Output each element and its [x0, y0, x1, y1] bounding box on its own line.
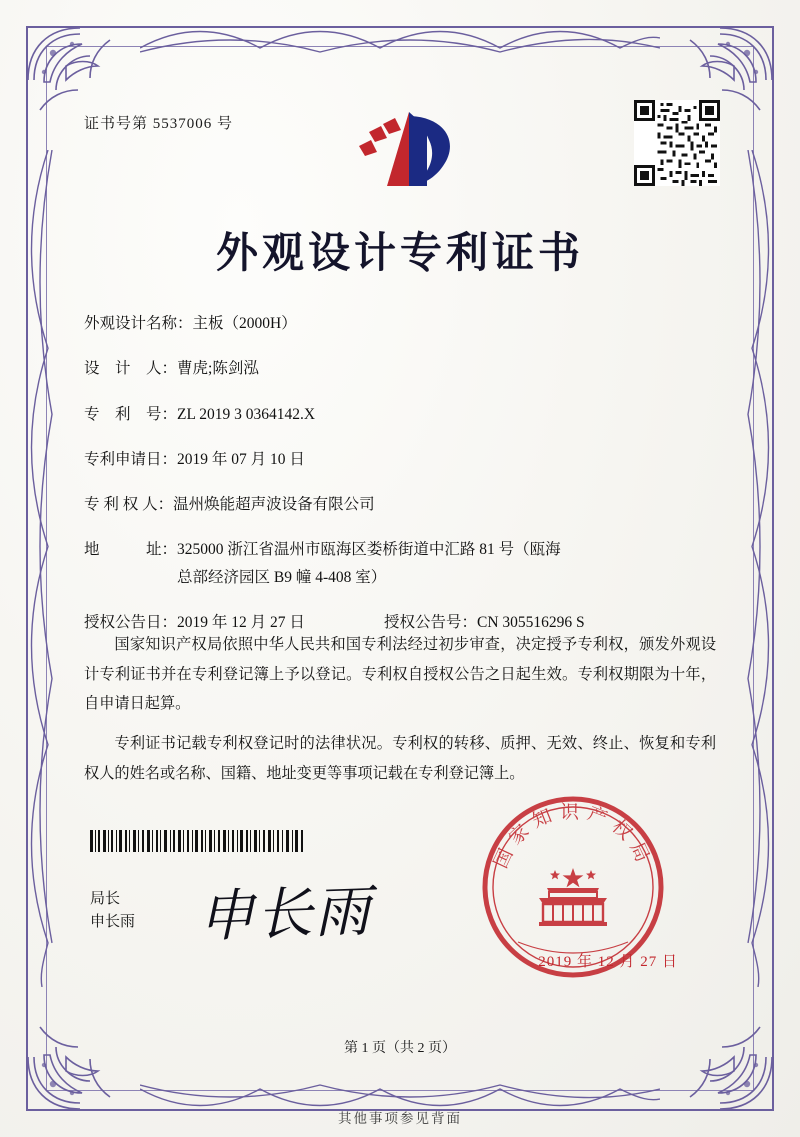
- fields-block: [84, 312, 716, 656]
- handwritten-signature: 申长雨: [197, 878, 374, 951]
- field-patentee: [84, 493, 716, 516]
- field-application-date: [84, 448, 716, 471]
- qr-code-icon: [634, 100, 720, 186]
- field-label: 授权公告日：: [84, 613, 178, 631]
- certificate-number: 证书号第 5537006 号: [84, 116, 234, 132]
- page-number: 第 1 页（共 2 页）: [344, 1041, 456, 1056]
- field-address: [84, 538, 716, 589]
- signatory-block: [90, 888, 135, 935]
- field-designer: [84, 357, 716, 380]
- barcode: [90, 830, 305, 852]
- field-label: 设 计 人：: [84, 360, 178, 378]
- field-label: 专利申请日：: [84, 450, 178, 468]
- field-value: 主板（2000H）: [192, 315, 297, 332]
- field-label: 专 利 权 人：: [84, 496, 174, 513]
- field-value: ZL 2019 3 0364142.X: [177, 405, 316, 423]
- field-label: 专 利 号：: [84, 405, 178, 423]
- field-patent-number: [84, 403, 716, 426]
- seal-date: 2019 年 12 月 27 日: [538, 954, 678, 970]
- field-value: 温州焕能超声波设备有限公司: [173, 496, 375, 513]
- svg-text:国家知识产权局: 国家知识产权局: [489, 801, 657, 872]
- field-value: CN 305516296 S: [477, 613, 585, 631]
- field-value: 2019 年 07 月 10 日: [177, 450, 305, 468]
- field-value: 曹虎;陈剑泓: [177, 360, 259, 378]
- field-label: 外观设计名称：: [84, 315, 193, 332]
- field-value: [177, 538, 716, 589]
- footer-note: 其他事项参见背面: [338, 1111, 462, 1126]
- cnipa-logo-icon: [325, 100, 475, 200]
- legal-text: [84, 630, 716, 798]
- field-design-name: [84, 312, 716, 335]
- signatory-title: 局长: [90, 891, 121, 907]
- signatory-name: 申长雨: [90, 914, 136, 931]
- field-value: 2019 年 12 月 27 日: [177, 613, 305, 631]
- page-title: 外观设计专利证书: [215, 228, 584, 277]
- field-label: 地 址：: [84, 541, 178, 559]
- address-line-1: 325000 浙江省温州市瓯海区娄桥街道中汇路 81 号（瓯海: [177, 541, 561, 559]
- paragraph-2: 专利证书记载专利权登记时的法律状况。专利权的转移、质押、无效、终止、恢复和专利权人的姓名或名称、国籍、地址变更等事项记载在专利登记簿上。: [84, 734, 716, 782]
- certificate-content: [70, 70, 730, 1067]
- address-line-2: 总部经济园区 B9 幢 4-408 室）: [177, 568, 387, 586]
- paragraph-1: 国家知识产权局依照中华人民共和国专利法经过初步审查，决定授予专利权，颁发外观设计专利证书并在专利登记簿上予以登记。专利权自授权公告之日起生效。专利权期限为十年，自申请日起算。: [84, 636, 716, 713]
- field-label: 授权公告号：: [384, 613, 478, 631]
